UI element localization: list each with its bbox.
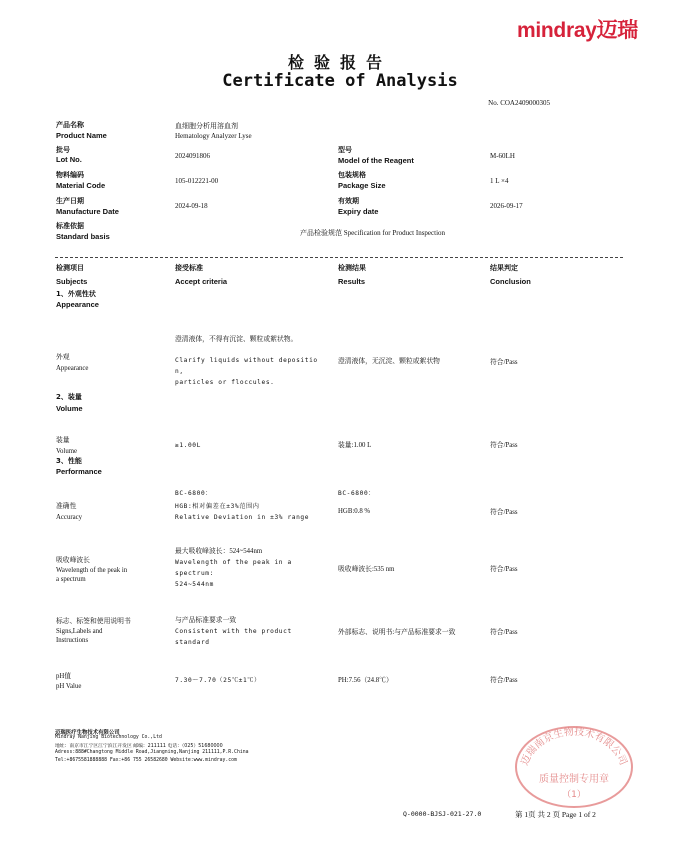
wavelength-conclusion: 符合/Pass — [490, 566, 518, 573]
lot-label-en: Lot No. — [56, 155, 82, 164]
mfg-date-value: 2024-09-18 — [175, 202, 208, 210]
wavelength-result: 吸收峰波长:535 nm — [338, 566, 395, 573]
col-subjects-en: Subjects — [56, 277, 88, 286]
wavelength-criteria-1: 最大吸收峰波长：524~544nm — [175, 548, 263, 555]
ph-criteria: 7.30～7.70（25℃±1℃） — [175, 677, 261, 684]
company-address-en: Adress:888#Changtong Middle Road,Jiangning,Nanjing 211111,P.R.China — [55, 750, 249, 755]
stamp-arc-text: 迈瑞南京生物技术有限公司 — [519, 726, 629, 768]
labels-conclusion: 符合/Pass — [490, 629, 518, 636]
labels-name-en-2: Instructions — [56, 637, 89, 644]
col-criteria-en: Accept criteria — [175, 277, 228, 286]
material-value: 105-012221-00 — [175, 177, 219, 185]
certificate-number: No. COA2409000305 — [488, 99, 550, 107]
expiry-label-cn: 有效期 — [338, 197, 359, 205]
package-label-cn: 包装规格 — [338, 171, 366, 179]
lot-label-cn: 批号 — [56, 146, 70, 154]
volume-criteria: ≥1.00L — [175, 442, 201, 449]
appearance-name-en: Appearance — [56, 365, 89, 372]
volume-result: 装量:1.00 L — [338, 442, 372, 449]
package-label-en: Package Size — [338, 181, 386, 190]
accuracy-criteria-2: HGB:相对偏差在±3%范围内 — [175, 503, 260, 510]
wavelength-criteria-2: Wavelength of the peak in a — [175, 559, 292, 566]
col-results-en: Results — [338, 277, 366, 286]
appearance-criteria-cn: 澄清液体，不得有沉淀、颗粒或絮状物。 — [175, 336, 298, 343]
labels-result: 外部标志、说明书:与产品标准要求一致 — [338, 629, 456, 636]
volume-name-en: Volume — [56, 448, 78, 455]
wavelength-name-en-1: Wavelength of the peak in — [56, 567, 128, 574]
labels-name-en-1: Signs,Labels and — [56, 628, 103, 635]
title-english: Certificate of Analysis — [222, 71, 458, 91]
standard-value: 产品检验规范 Specification for Product Inspection — [300, 229, 446, 237]
wavelength-criteria-3: spectrum: — [175, 570, 214, 577]
section-performance-cn: 3、性能 — [56, 457, 82, 465]
stamp-bottom-text: （1） — [562, 790, 586, 800]
mindray-logo: mindray迈瑞 — [517, 19, 638, 42]
appearance-conclusion: 符合/Pass — [490, 359, 518, 366]
col-subjects-cn: 检测项目 — [56, 264, 84, 272]
accuracy-name-en: Accuracy — [56, 514, 83, 521]
material-label-en: Material Code — [56, 181, 106, 190]
mfg-date-label-cn: 生产日期 — [56, 197, 84, 205]
expiry-label-en: Expiry date — [338, 207, 379, 216]
wavelength-criteria-4: 524~544nm — [175, 581, 214, 588]
accuracy-criteria-1: BC-6800： — [175, 490, 213, 497]
col-criteria-cn: 接受标准 — [175, 264, 203, 272]
company-address-cn: 地址：南京市江宁区江宁滨江开发区 邮编：211111 电话：（025）51680000 — [55, 744, 223, 749]
package-value: 1 L ×4 — [490, 177, 509, 185]
labels-name-cn: 标志、标签和使用说明书 — [56, 618, 131, 625]
page-indicator: 第 1页 共 2 页 Page 1 of 2 — [515, 810, 596, 819]
appearance-criteria-en-1: Clarify liquids without depositio — [175, 357, 318, 364]
volume-conclusion: 符合/Pass — [490, 442, 518, 449]
labels-criteria-2: Consistent with the product — [175, 628, 292, 635]
company-name-en: Mindray Nanjing Biotechnology Co.,Ltd — [55, 735, 162, 740]
col-results-cn: 检测结果 — [338, 264, 366, 272]
appearance-criteria-en-2: n, — [175, 368, 184, 375]
section-performance-en: Performance — [56, 467, 102, 476]
accuracy-conclusion: 符合/Pass — [490, 509, 518, 516]
section-appearance-en: Appearance — [56, 300, 99, 309]
section-volume-en: Volume — [56, 404, 83, 413]
accuracy-result-2: HGB:0.8 % — [338, 508, 371, 515]
lot-value: 2024091806 — [175, 152, 210, 160]
stamp-middle-text: 质量控制专用章 — [539, 774, 609, 785]
material-label-cn: 物料编码 — [56, 171, 84, 179]
wavelength-name-en-2: a spectrum — [56, 576, 86, 583]
appearance-criteria-en-3: particles or floccules. — [175, 379, 275, 386]
company-name-cn: 迈瑞医疗生物技术有限公司 — [55, 730, 120, 736]
ph-name-cn: pH值 — [56, 673, 72, 680]
labels-criteria-3: standard — [175, 639, 210, 646]
volume-name-cn: 装量 — [56, 437, 70, 444]
accuracy-criteria-3: Relative Deviation in ±3% range — [175, 514, 310, 521]
ph-conclusion: 符合/Pass — [490, 677, 518, 684]
standard-label-en: Standard basis — [56, 232, 110, 241]
mfg-date-label-en: Manufacture Date — [56, 207, 119, 216]
col-conclusion-cn: 结果判定 — [490, 264, 518, 272]
product-name-value-en: Hematology Analyzer Lyse — [175, 132, 252, 140]
ph-name-en: pH Value — [56, 683, 82, 690]
quality-control-stamp — [508, 715, 640, 810]
model-value: M-60LH — [490, 152, 515, 160]
title-chinese: 检验报告 — [287, 53, 392, 72]
section-appearance-cn: 1、外观性状 — [56, 290, 96, 298]
product-name-label-cn: 产品名称 — [56, 121, 84, 129]
product-name-value-cn: 血细胞分析用溶血剂 — [175, 122, 238, 130]
appearance-name-cn: 外观 — [56, 354, 70, 361]
expiry-value: 2026-09-17 — [490, 202, 523, 210]
appearance-result: 澄清液体，无沉淀、颗粒或絮状物 — [338, 358, 440, 365]
document-number: Q-0000-BJSJ-021-27.0 — [403, 810, 482, 818]
labels-criteria-1: 与产品标准要求一致 — [175, 617, 237, 624]
company-contact: Tel:+8675581888888 Fax:+86 755 26582680 Website:www.mindray.com — [55, 758, 237, 763]
accuracy-result-1: BC-6800： — [338, 490, 376, 497]
table-separator — [55, 257, 623, 258]
section-volume-cn: 2、装量 — [56, 393, 82, 401]
accuracy-name-cn: 准确性 — [56, 503, 77, 510]
model-label-cn: 型号 — [338, 146, 352, 154]
standard-label-cn: 标准依据 — [56, 222, 84, 230]
wavelength-name-cn: 吸收峰波长 — [56, 557, 90, 564]
col-conclusion-en: Conclusion — [490, 277, 531, 286]
product-name-label-en: Product Name — [56, 131, 107, 140]
ph-result: PH:7.56（24.8℃） — [338, 677, 393, 684]
model-label-en: Model of the Reagent — [338, 156, 414, 165]
